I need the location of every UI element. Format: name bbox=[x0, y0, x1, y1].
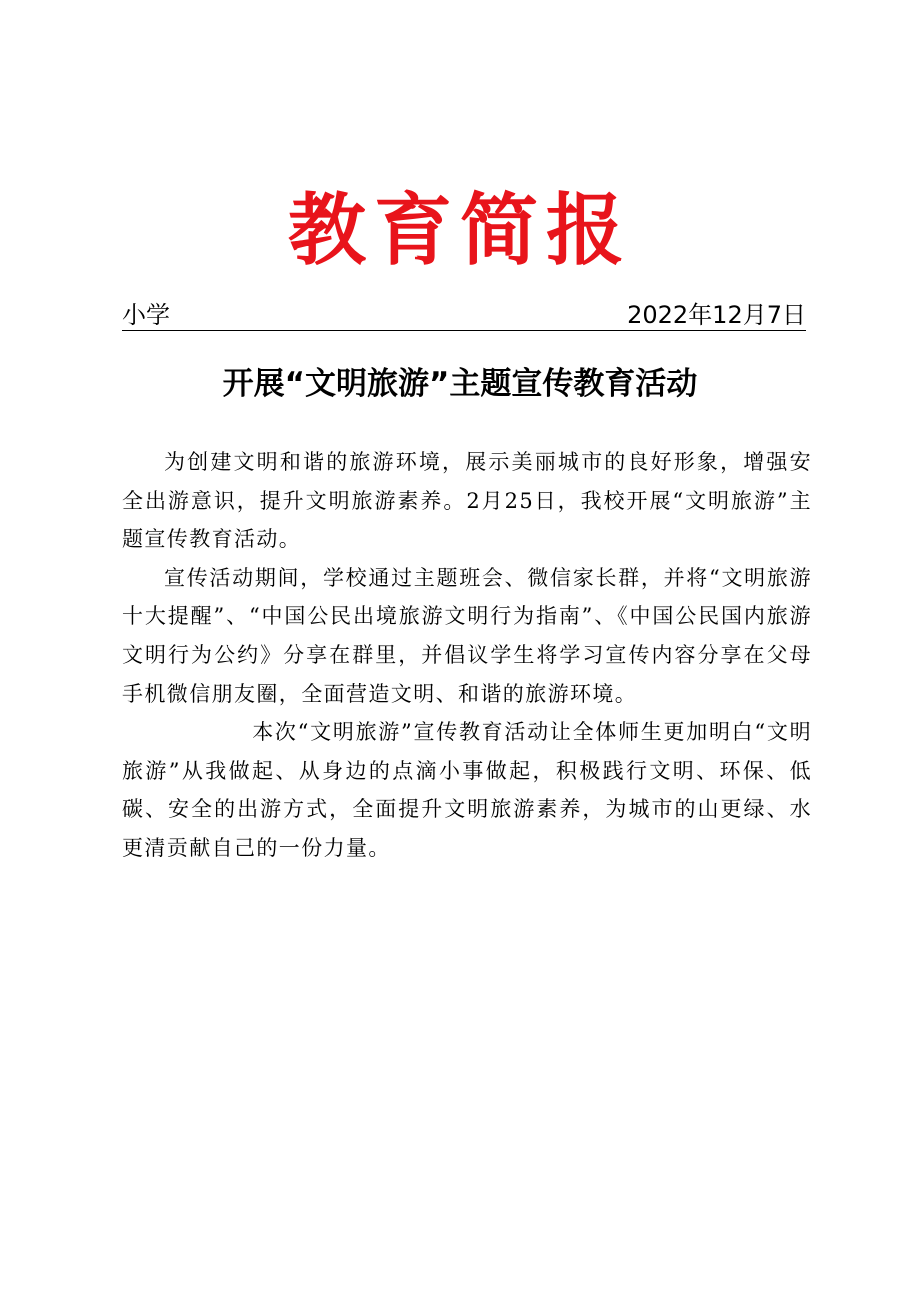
article-paragraph: 为创建文明和谐的旅游环境，展示美丽城市的良好形象，增强安全出游意识，提升文明旅游素养。2月25日，我校开展“文明旅游”主题宣传教育活动。 bbox=[122, 450, 812, 552]
article-paragraph: 本次“文明旅游”宣传教育活动让全体师生更加明白“文明旅游”从我做起、从身边的点滴小事做起，积极践行文明、环保、低碳、安全的出游方式，全面提升文明旅游素养，为城市的山更绿、水更清贡献自己的一份力量。 bbox=[122, 720, 812, 860]
article-body bbox=[122, 443, 812, 868]
school-name: 小学 bbox=[122, 301, 170, 329]
issue-line bbox=[122, 300, 806, 331]
article-headline: 开展“文明旅游”主题宣传教育活动 bbox=[222, 366, 698, 402]
issue-date: 2022年12月7日 bbox=[627, 301, 806, 329]
masthead-title: 教育简报 bbox=[287, 185, 632, 276]
article-paragraph: 宣传活动期间，学校通过主题班会、微信家长群，并将“文明旅游十大提醒”、“中国公民出境旅游文明行为指南”、《中国公民国内旅游文明行为公约》分享在群里，并倡议学生将学习宣传内容分享在父母手机微信朋友圈，全面营造文明、和谐的旅游环境。 bbox=[122, 565, 812, 706]
